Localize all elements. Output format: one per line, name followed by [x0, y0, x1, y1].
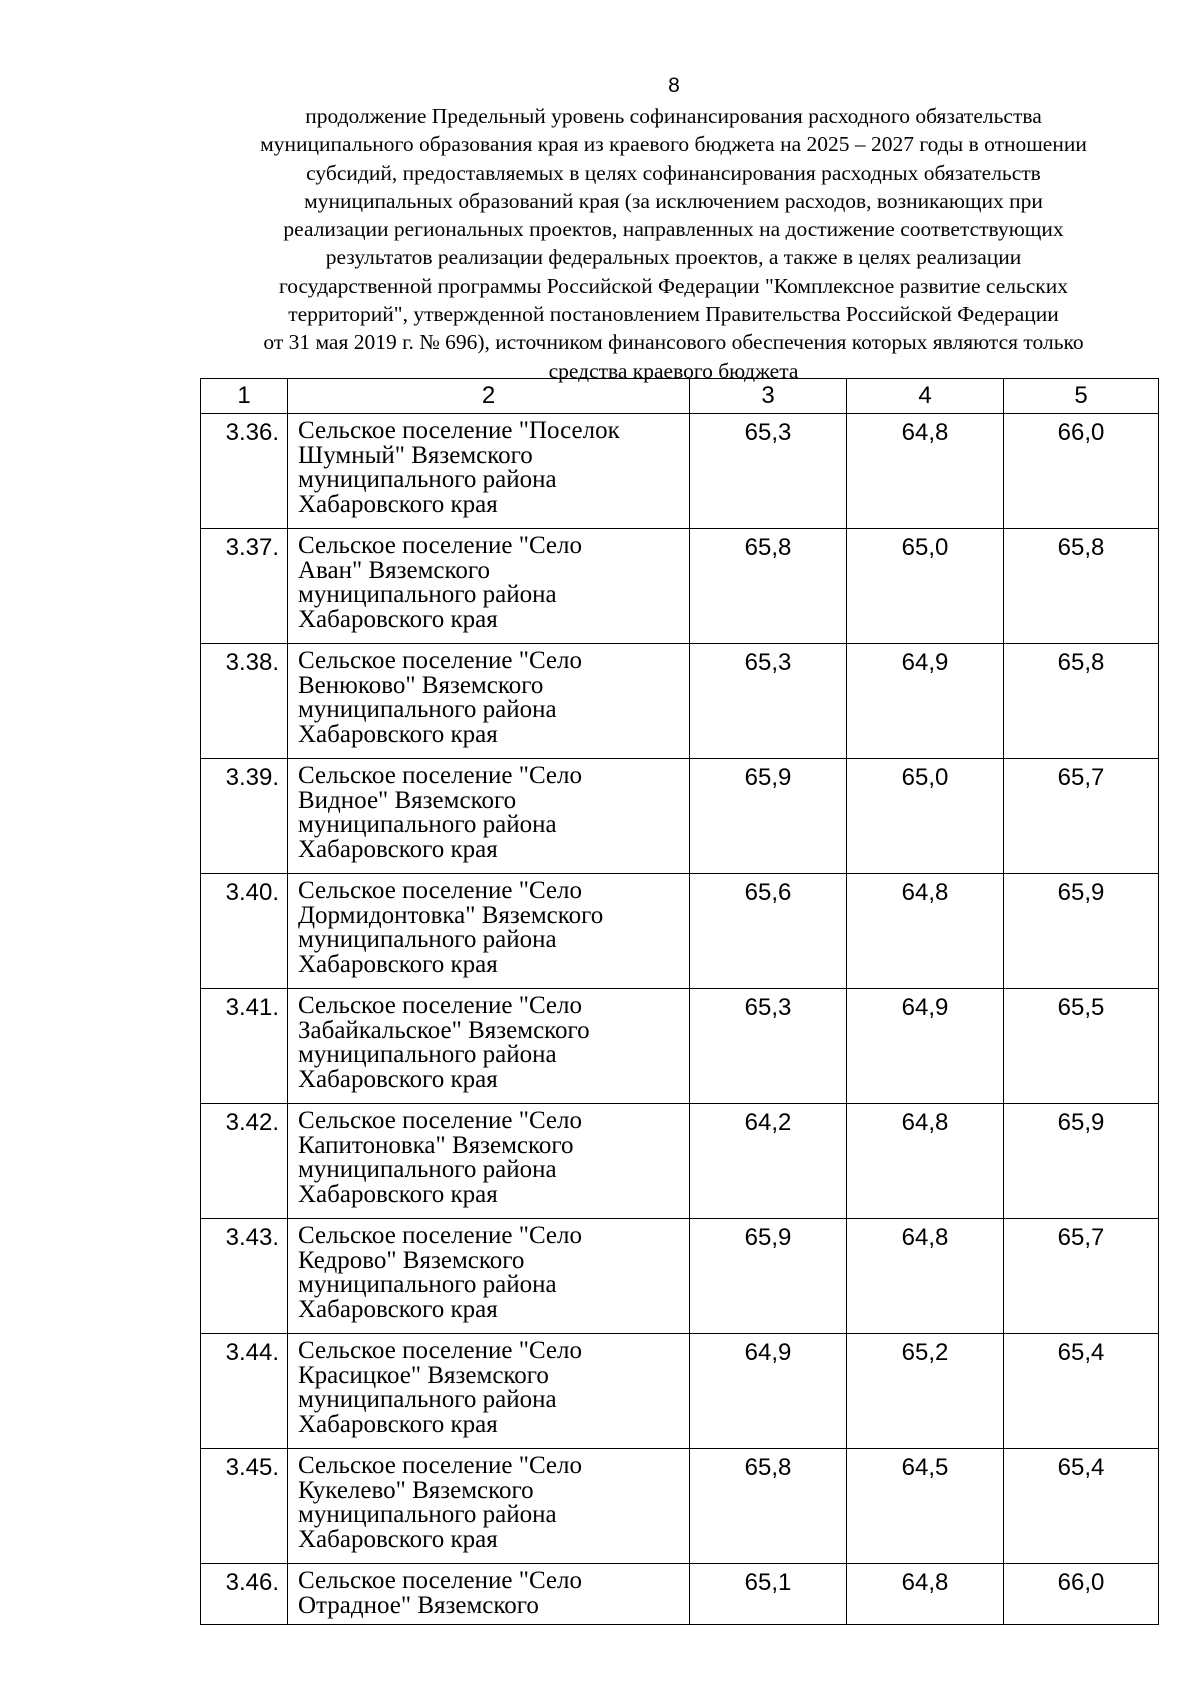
value-2026: 64,8: [847, 414, 1004, 529]
settlement-name: [288, 644, 690, 759]
value-2026: 64,9: [847, 989, 1004, 1104]
settlement-name-line: Кедрово" Вяземского: [298, 1246, 525, 1274]
value-2027: 65,9: [1004, 1104, 1159, 1219]
value-2027: 65,5: [1004, 989, 1159, 1104]
settlement-name-line: Отрадное" Вяземского: [298, 1591, 539, 1619]
value-2026: 64,8: [847, 874, 1004, 989]
settlement-name-line: Хабаровского края: [298, 1525, 498, 1553]
table-row: [201, 989, 1159, 1104]
settlement-name: [288, 1564, 690, 1625]
value-2026: 64,8: [847, 1564, 1004, 1625]
settlement-name-line: Хабаровского края: [298, 835, 498, 863]
settlement-name: [288, 874, 690, 989]
value-2025: 65,3: [690, 414, 847, 529]
settlement-name-line: Хабаровского края: [298, 490, 498, 518]
settlement-name-line: Хабаровского края: [298, 1065, 498, 1093]
settlement-name-line: Сельское поселение "Село: [298, 532, 583, 559]
settlement-name-line: Сельское поселение "Село: [298, 877, 583, 904]
value-2025: 65,1: [690, 1564, 847, 1625]
row-number: 3.40.: [201, 874, 288, 989]
value-2025: 65,8: [690, 529, 847, 644]
row-number: 3.36.: [201, 414, 288, 529]
value-2027: 65,8: [1004, 644, 1159, 759]
settlement-name: [288, 759, 690, 874]
table-row: [201, 874, 1159, 989]
settlement-name-line: Хабаровского края: [298, 605, 498, 633]
settlement-name-line: Хабаровского края: [298, 1410, 498, 1438]
column-header: 3: [690, 379, 847, 414]
heading-line: государственной программы Российской Федерации "Комплексное развитие сельских: [278, 273, 1069, 298]
heading-line: результатов реализации федеральных проектов, а также в целях реализации: [325, 245, 1022, 270]
table-row: [201, 1104, 1159, 1219]
settlement-name-line: муниципального района: [298, 1386, 557, 1413]
value-2027: 66,0: [1004, 1564, 1159, 1625]
table-row: [201, 414, 1159, 529]
value-2025: 65,9: [690, 1219, 847, 1334]
settlement-name: [288, 1334, 690, 1449]
value-2026: 65,0: [847, 529, 1004, 644]
heading-line: от 31 мая 2019 г. № 696), источником финансового обеспечения которых являются только: [263, 330, 1084, 355]
value-2027: 65,7: [1004, 1219, 1159, 1334]
value-2027: 65,7: [1004, 759, 1159, 874]
settlement-name-line: муниципального района: [298, 811, 557, 838]
settlement-name-line: Хабаровского края: [298, 720, 498, 748]
settlement-name-line: Кукелево" Вяземского: [298, 1476, 534, 1504]
value-2027: 65,4: [1004, 1449, 1159, 1564]
value-2026: 65,0: [847, 759, 1004, 874]
settlement-name-line: муниципального района: [298, 466, 557, 493]
table-header-row: [201, 379, 1159, 414]
value-2026: 65,2: [847, 1334, 1004, 1449]
settlement-name-line: Сельское поселение "Село: [298, 1337, 583, 1364]
settlement-name-line: муниципального района: [298, 926, 557, 953]
table-row: [201, 1449, 1159, 1564]
settlement-name-line: Сельское поселение "Поселок: [298, 417, 620, 444]
document-heading: [196, 102, 1151, 385]
settlement-name-line: муниципального района: [298, 1041, 557, 1068]
heading-line: реализации региональных проектов, направленных на достижение соответствующих: [283, 217, 1064, 242]
column-header: 4: [847, 379, 1004, 414]
settlement-name-line: муниципального района: [298, 696, 557, 723]
settlement-name-line: Видное" Вяземского: [298, 786, 517, 814]
table-row: [201, 1334, 1159, 1449]
row-number: 3.45.: [201, 1449, 288, 1564]
table-row: [201, 1564, 1159, 1625]
cofinancing-table: [200, 378, 1159, 1625]
value-2027: 66,0: [1004, 414, 1159, 529]
settlement-name-line: Сельское поселение "Село: [298, 992, 583, 1019]
value-2025: 65,3: [690, 644, 847, 759]
column-header: 1: [201, 379, 288, 414]
value-2026: 64,8: [847, 1219, 1004, 1334]
heading-line: субсидий, предоставляемых в целях софинансирования расходных обязательств: [306, 160, 1041, 185]
settlement-name-line: Хабаровского края: [298, 1295, 498, 1323]
row-number: 3.37.: [201, 529, 288, 644]
column-header: 5: [1004, 379, 1159, 414]
value-2025: 65,9: [690, 759, 847, 874]
table-row: [201, 759, 1159, 874]
settlement-name-line: Сельское поселение "Село: [298, 762, 583, 789]
value-2027: 65,4: [1004, 1334, 1159, 1449]
settlement-name-line: Сельское поселение "Село: [298, 1567, 583, 1594]
heading-line: муниципальных образований края (за исключением расходов, возникающих при: [304, 188, 1043, 213]
settlement-name-line: Сельское поселение "Село: [298, 1107, 583, 1134]
row-number: 3.39.: [201, 759, 288, 874]
row-number: 3.44.: [201, 1334, 288, 1449]
settlement-name: [288, 529, 690, 644]
settlement-name: [288, 1219, 690, 1334]
settlement-name-line: Дормидонтовка" Вяземского: [298, 901, 604, 929]
value-2027: 65,9: [1004, 874, 1159, 989]
value-2025: 65,8: [690, 1449, 847, 1564]
row-number: 3.46.: [201, 1564, 288, 1625]
row-number: 3.42.: [201, 1104, 288, 1219]
settlement-name-line: муниципального района: [298, 581, 557, 608]
settlement-name-line: Венюково" Вяземского: [298, 671, 544, 699]
settlement-name-line: Сельское поселение "Село: [298, 647, 583, 674]
value-2025: 64,9: [690, 1334, 847, 1449]
settlement-name-line: муниципального района: [298, 1501, 557, 1528]
settlement-name-line: Аван" Вяземского: [298, 556, 491, 584]
heading-line: средства краевого бюджета: [548, 358, 799, 383]
settlement-name-line: Хабаровского края: [298, 950, 498, 978]
settlement-name-line: Забайкальское" Вяземского: [298, 1016, 590, 1044]
heading-line: территорий", утвержденной постановлением Правительства Российской Федерации: [288, 302, 1059, 327]
settlement-name: [288, 1449, 690, 1564]
table-body: [201, 414, 1159, 1625]
settlement-name-line: Хабаровского края: [298, 1180, 498, 1208]
settlement-name: [288, 989, 690, 1104]
heading-line: продолжение Предельный уровень софинансирования расходного обязательства: [305, 104, 1042, 128]
value-2026: 64,9: [847, 644, 1004, 759]
row-number: 3.38.: [201, 644, 288, 759]
value-2025: 64,2: [690, 1104, 847, 1219]
row-number: 3.43.: [201, 1219, 288, 1334]
table-row: [201, 1219, 1159, 1334]
value-2027: 65,8: [1004, 529, 1159, 644]
settlement-name-line: Сельское поселение "Село: [298, 1452, 583, 1479]
settlement-name-line: Красицкое" Вяземского: [298, 1361, 549, 1389]
value-2025: 65,6: [690, 874, 847, 989]
page-number: 8: [668, 74, 680, 97]
value-2025: 65,3: [690, 989, 847, 1104]
value-2026: 64,5: [847, 1449, 1004, 1564]
table-row: [201, 644, 1159, 759]
settlement-name-line: Капитоновка" Вяземского: [298, 1131, 574, 1159]
column-header: 2: [288, 379, 690, 414]
row-number: 3.41.: [201, 989, 288, 1104]
settlement-name-line: Сельское поселение "Село: [298, 1222, 583, 1249]
heading-line: муниципального образования края из краевого бюджета на 2025 – 2027 годы в отношении: [260, 132, 1087, 157]
settlement-name-line: муниципального района: [298, 1156, 557, 1183]
settlement-name: [288, 414, 690, 529]
settlement-name-line: Шумный" Вяземского: [298, 441, 533, 469]
settlement-name: [288, 1104, 690, 1219]
value-2026: 64,8: [847, 1104, 1004, 1219]
table-row: [201, 529, 1159, 644]
settlement-name-line: муниципального района: [298, 1271, 557, 1298]
